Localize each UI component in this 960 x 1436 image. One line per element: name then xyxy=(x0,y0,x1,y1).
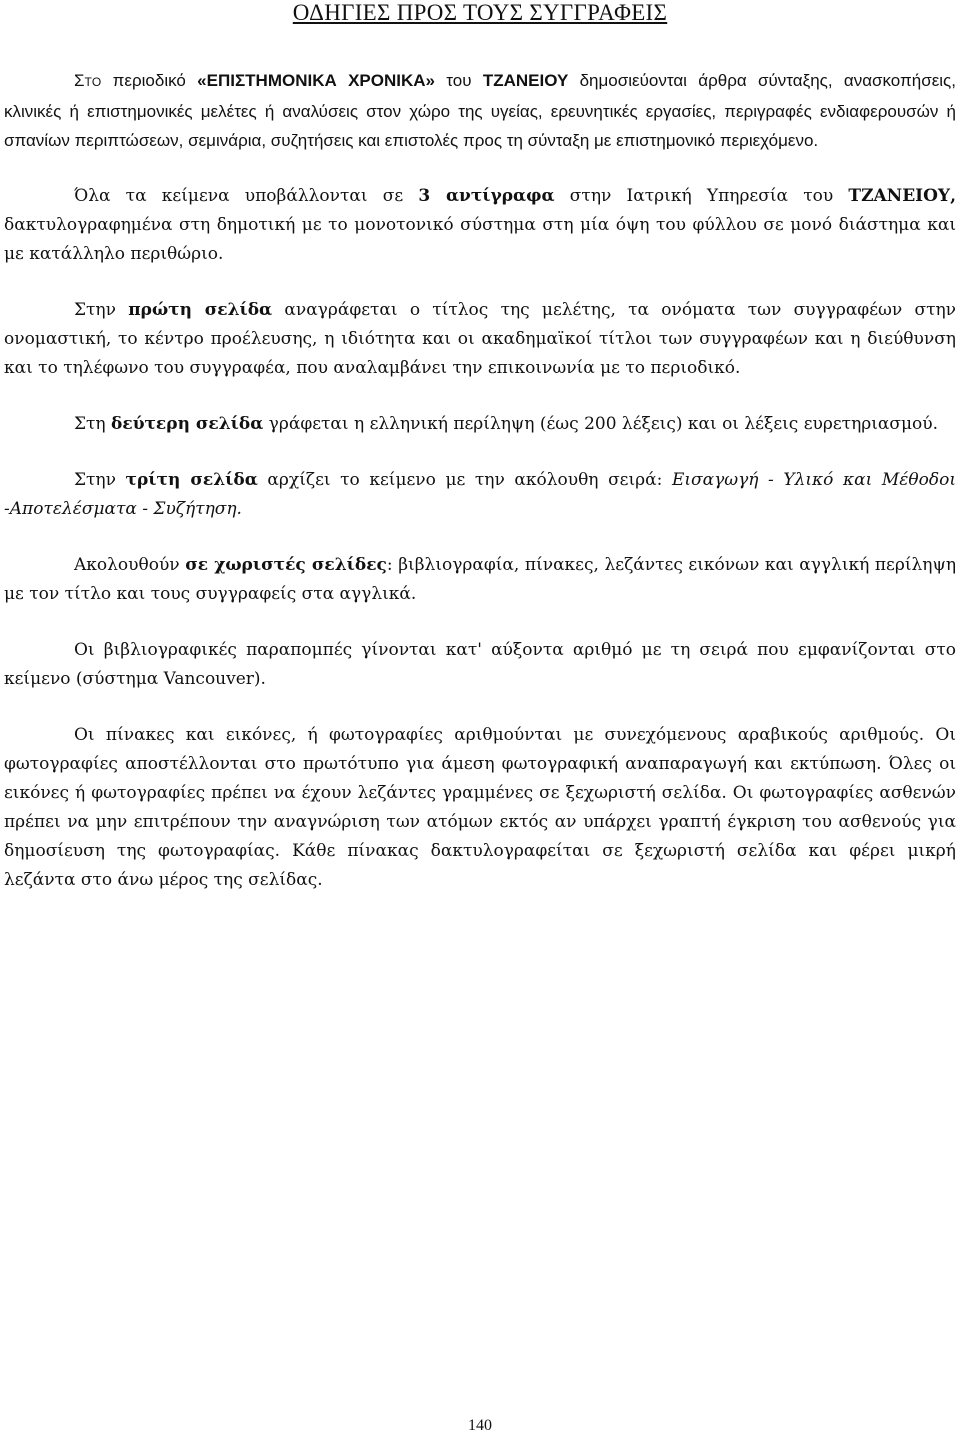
bold-copies: 3 αντίγραφα xyxy=(418,186,555,206)
text-run: : βιβλιογραφία, πίνακες, λεζάντες εικόνων και αγγλική περίληψη με τον τίτλο και τους συγγραφείς στα αγγλικά. xyxy=(4,555,956,604)
page-title: ΟΔΗΓΙΕΣ ΠΡΟΣ ΤΟΥΣ ΣΥΓΓΡΑΦΕΙΣ xyxy=(292,0,668,25)
instructions-body xyxy=(4,66,956,922)
text-run: Στην xyxy=(74,300,129,320)
bold-hospital: ΤΖΑΝΕΙΟΥ, xyxy=(848,186,956,206)
text-run: Οι πίνακες και εικόνες, ή φωτογραφίες αριθμούνται με συνεχόμενους αραβικούς αριθμούς. Οι φωτογραφίες αποστέλλονται στο πρωτότυπο για άμεση φωτογραφική αναπαραγωγή και εκτύπωση. Όλες οι εικόνες ή φωτογραφίες πρέπει να έχουν λεζάντες γραμμένες σε ξεχωριστή σελίδα. Οι φωτογραφίες ασθενών πρέπει να μην επιτρέπουν την αναγνώριση των ατόμων εκτός αν υπάρχει γραπτή έγκριση του ασθενούς για δημοσίευση της φωτογραφίας. Κάθε πίνακας δακτυλογραφείται σε ξεχωριστή σελίδα και φέρει μικρή λεζάντα στο άνω μέρος της σελίδας. xyxy=(4,725,956,890)
bold-third-page: τρίτη σελίδα xyxy=(125,470,258,490)
bold-first-page: πρώτη σελίδα xyxy=(128,300,273,320)
journal-name: «ΕΠΙΣΤΗΜΟΝΙΚΑ ΧΡΟΝΙΚΑ» xyxy=(197,71,435,90)
text-run: Στην xyxy=(74,470,126,490)
text-run: Ακολουθούν xyxy=(74,555,186,575)
text-run: αρχίζει το κείμενο με την ακόλουθη σειρά: xyxy=(257,470,672,490)
hospital-name: ΤΖΑΝΕΙΟΥ xyxy=(482,71,569,90)
paragraph-third-page xyxy=(4,466,956,524)
text-run: του xyxy=(434,71,483,90)
text-run: Στη xyxy=(74,414,112,434)
text-run: δημοσιεύονται άρθρα σύνταξης, ανασκοπήσεις, κλινικές ή επιστημονικές μελέτες ή αναλύσεις στον χώρο της υγείας, ερευνητικές εργασίες, περιγραφές ενδιαφερουσών ή σπανίων περιπτώσεων, σεμινάρια, συζητήσεις και επιστολές προς τη σύνταξη με επιστημονικό περιεχόμενο. xyxy=(4,71,956,150)
paragraph-first-page xyxy=(4,296,956,383)
text-run: αναγράφεται ο τίτλος της μελέτης, τα ονόματα των συγγραφέων στην ονομαστική, το κέντρο προέλευσης, η ιδιότητα και οι ακαδημαϊκοί τίτλοι των συγγραφέων και η διεύθυνση και το τηλέφωνο του συγγραφέα, που αναλαμβάνει την επικοινωνία με το περιοδικό. xyxy=(4,300,956,378)
paragraph-references xyxy=(4,636,956,694)
text-run: Οι βιβλιογραφικές παραπομπές γίνονται κατ' αύξοντα αριθμό με τη σειρά που εμφανίζονται στο κείμενο (σύστημα Vancouver). xyxy=(4,640,956,689)
smallcaps-text: ΤΟ xyxy=(84,75,102,89)
paragraph-second-page xyxy=(4,410,956,439)
dropcap: Σ xyxy=(74,71,85,90)
text-run: στην Ιατρική Υπηρεσία του xyxy=(554,186,849,206)
paragraph-separate-pages xyxy=(4,551,956,609)
paragraph-intro xyxy=(4,66,956,155)
bold-separate-pages: σε χωριστές σελίδες xyxy=(185,555,387,575)
paragraph-submission xyxy=(4,182,956,269)
text-run: δακτυλογραφημένα στη δημοτική με το μονοτονικό σύστημα στη μία όψη του φύλλου σε μονό διάστημα και με κατάλληλο περιθώριο. xyxy=(4,215,956,264)
paragraph-figures xyxy=(4,721,956,895)
italic-sections: Εισαγωγή - Υλικό και Μέθοδοι -Αποτελέσματα - Συζήτηση. xyxy=(4,470,956,519)
bold-second-page: δεύτερη σελίδα xyxy=(111,414,264,434)
text-run: Όλα τα κείμενα υποβάλλονται σε xyxy=(74,186,419,206)
page-number: 140 xyxy=(468,1417,492,1434)
text-run: περιοδικό xyxy=(101,71,198,90)
text-run: γράφεται η ελληνική περίληψη (έως 200 λέξεις) και οι λέξεις ευρετηριασμού. xyxy=(263,414,939,434)
